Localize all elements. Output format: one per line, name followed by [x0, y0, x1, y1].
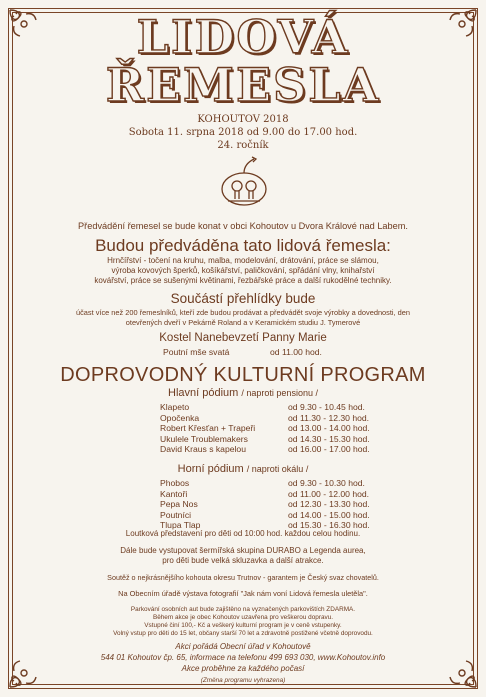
fine-print: Během akce je obec Kohoutov uzavřena pro veškerou dopravu. [152, 614, 334, 621]
schedule-act-time: od 9.30 - 10.45 hod. [288, 402, 365, 412]
edition: 24. ročník [217, 140, 269, 151]
schedule-act-time: od 14.30 - 15.30 hod. [288, 433, 370, 444]
schedule-act-name: Poutníci [160, 509, 192, 520]
note-line: pro děti bude velká skluzavka a další atrakce. [162, 556, 324, 565]
note-line: Dále bude vystupovat šermířská skupina DURABO a Legenda aurea, [120, 546, 366, 555]
upper-stage-heading-line [0, 463, 486, 475]
main-stage-note: / naproti pensionu / [241, 388, 318, 398]
part-heading: Součástí přehlídky bude [170, 291, 316, 306]
main-stage-heading-line [0, 387, 486, 399]
schedule-act-name: Robert Křesťan + Trapeři [160, 423, 256, 433]
note-line: Na Obecním úřadě výstava fotografií "Jak nám voní Lidová řemesla uletěla". [118, 589, 368, 598]
weather-note: Akce proběhne za každého počasí [181, 664, 305, 673]
place-year: KOHOUTOV 2018 [197, 114, 289, 125]
event-date: Sobota 11. srpna 2018 od 9.00 do 17.00 hod. [128, 127, 358, 138]
church-time: od 11.00 hod. [270, 347, 322, 357]
schedule-act-time: od 13.00 - 14.00 hod. [288, 423, 370, 433]
organizer: Akci pořádá Obecní úřad v Kohoutově [175, 642, 311, 651]
schedule-act-time: od 9.30 - 10.30 hod. [288, 478, 365, 488]
fine-print: Parkování osobních aut bude zajištěno na vyznačených parkovištích ZDARMA. [130, 606, 356, 613]
title-line-1: LIDOVÁ [136, 10, 350, 64]
change-note: (Změna programu vyhrazena) [200, 677, 286, 684]
fine-print: Volný vstup pro děti do 15 let, občany starší 70 let a zdravotně postižené včetně doprovodu. [113, 630, 373, 637]
note-line: Loutková představení pro děti od 10:00 hod. každou celou hodinu. [125, 529, 361, 538]
schedule-act-time: od 14.00 - 15.00 hod. [288, 509, 370, 520]
crafts-line: výroba kovových šperků, košíkářství, paličkování, spřádání vlny, knihařství [111, 266, 375, 275]
intro-text: Předvádění řemesel se bude konat v obci Kohoutov u Dvora Králové nad Labem. [78, 221, 408, 231]
schedule-act-name: Ukulele Troublemakers [160, 433, 248, 444]
schedule-act-name: Phobos [160, 478, 190, 488]
schedule-act-name: Opočenka [160, 412, 200, 423]
inner-frame [12, 12, 474, 685]
note-line: Soutěž o nejkrásnějšího kohouta okresu Trutnov - garantem je Český svaz chovatelů. [107, 573, 379, 582]
schedule-act-name: Klapeto [160, 402, 190, 412]
church-item: Poutní mše svatá [163, 347, 230, 357]
part-line: účast více než 200 řemeslníků, kteří zde budou prodávat a předvádět svoje výrobky a dovednosti, den [75, 308, 410, 317]
schedule-act-time: od 16.00 - 17.00 hod. [288, 444, 370, 454]
program-heading: DOPROVODNÝ KULTURNÍ PROGRAM [60, 364, 426, 386]
schedule-act-time: od 15.30 - 16.30 hod. [288, 520, 370, 530]
fine-print: Vstupné činí 100,- Kč a veškerý kulturní program je v ceně vstupenky. [144, 622, 342, 629]
schedule-act-name: Pepa Nos [160, 499, 198, 509]
schedule-act-time: od 11.00 - 12.00 hod. [288, 488, 370, 499]
crafts-line: kovářství, práce se sušenými květinami, řezbářské práce a další rukodělné techniky. [94, 276, 392, 285]
upper-stage-heading: Horní pódium [177, 463, 244, 475]
schedule-act-time: od 11.30 - 12.30 hod. [288, 412, 370, 423]
schedule-act-time: od 12.30 - 13.30 hod. [288, 499, 370, 509]
crafts-heading: Budou předváděna tato lidová řemesla: [95, 236, 391, 255]
main-stage-heading: Hlavní pódium [168, 387, 239, 399]
rooster-emblem-icon [218, 155, 270, 209]
title-line-2: ŘEMESLA [105, 58, 381, 112]
part-line: otevřených dveří v Pekárně Roland a v Keramickém studiu J. Tymerové [125, 318, 361, 327]
schedule-act-name: Tlupa Tlap [160, 520, 201, 530]
upper-stage-note: / naproti okálu / [246, 464, 309, 474]
schedule-act-name: David Kraus s kapelou [160, 444, 246, 454]
church-heading: Kostel Nanebevzetí Panny Marie [159, 332, 327, 344]
schedule-act-name: Kantoři [160, 488, 188, 499]
contact: 544 01 Kohoutov čp. 65, informace na telefonu 499 693 030, www.Kohoutov.info [100, 653, 386, 662]
crafts-line: Hrnčířství - točení na kruhu, malba, modelování, drátování, práce se slámou, [107, 256, 379, 265]
